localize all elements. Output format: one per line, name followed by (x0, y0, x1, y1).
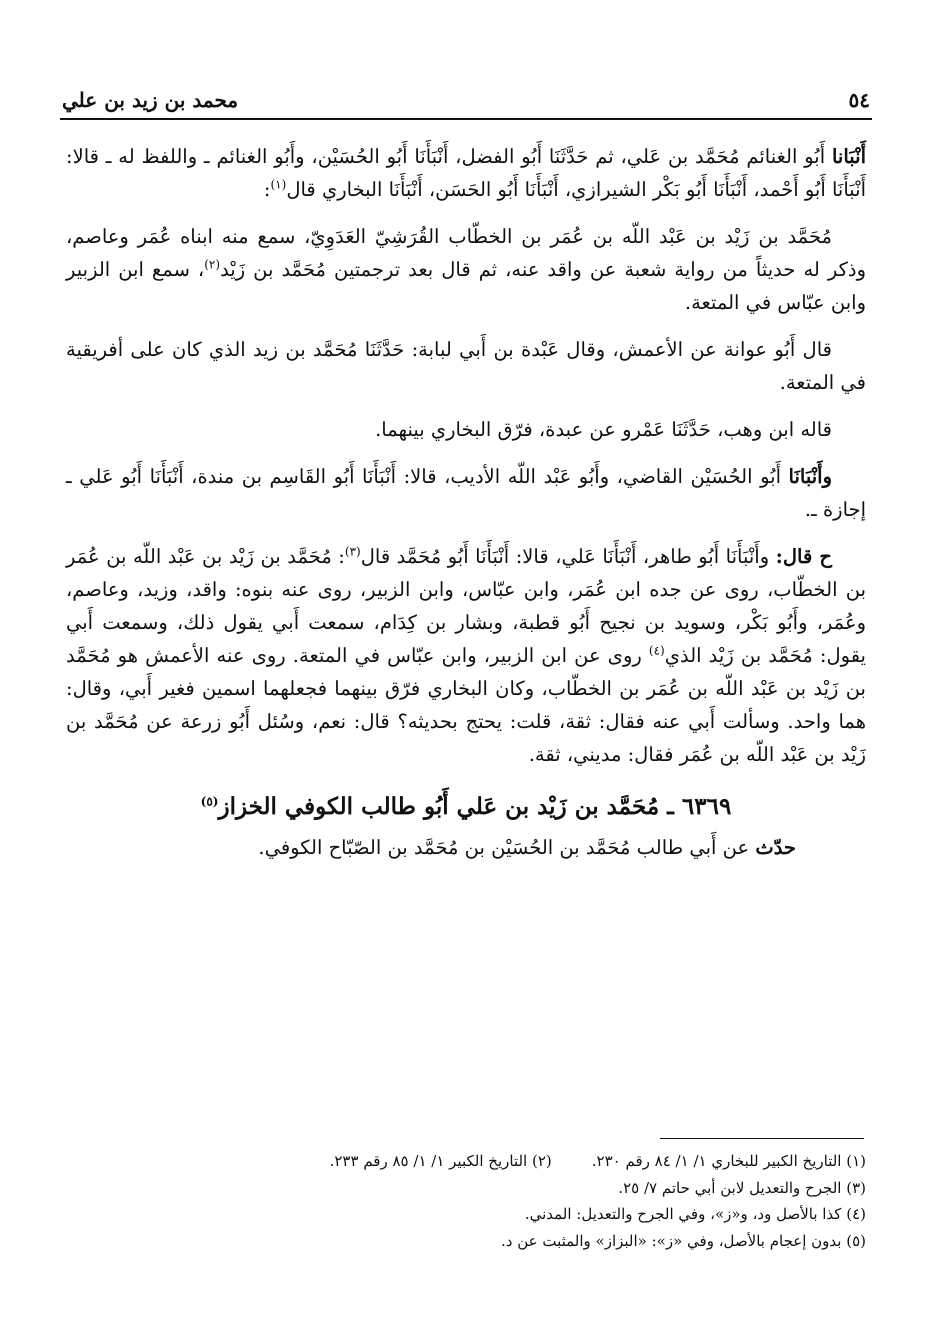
footnote-row (66, 1201, 866, 1228)
entry-title: ٦٣٦٩ ـ مُحَمَّد بن زَيْد بن عَلي أَبُو طالب الكوفي الخزاز (218, 793, 732, 820)
paragraph-tail: : (263, 178, 271, 201)
footnote-ref: (٢) (204, 257, 221, 272)
footnote-rule (660, 1138, 864, 1139)
page-number: ٥٤ (848, 88, 870, 112)
paragraph-6 (66, 540, 866, 771)
entry-text: عن أَبي طالب مُحَمَّد بن الحُسَيْن بن مُحَمَّد بن الصّبّاح الكوفي. (258, 836, 756, 859)
paragraph-lead: أَنْبَانا (831, 145, 866, 168)
footnote-3: (٣) الجرح والتعديل لابن أبي حاتم ٧/ ٢٥. (618, 1178, 866, 1197)
footnote-ref: (٥) (200, 794, 219, 809)
paragraph-5 (66, 460, 866, 526)
footnote-ref: (١) (270, 177, 287, 192)
footnote-row (66, 1175, 866, 1202)
paragraph-1 (66, 140, 866, 206)
paragraph-tail: روى عن ابن الزبير، وابن عبّاس في المتعة. روى عنه الأعمش هو مُحَمَّد بن زَيْد بن عَبْد اللّه بن عُمَر بن الخطّاب، وكان البخاري فرّق بينهما فجعلهما اسمين فغير أَبي، وقال: هما واحد. وسألت أَبي عنه فقال: ثقة، قلت: يحتج بحديثه؟ قال: نعم، وسُئل أَبُو زرعة عن مُحَمَّد بن زَيْد بن عَبْد اللّه بن عُمَر فقال: مديني، ثقة. (66, 644, 866, 766)
paragraph-text: قاله ابن وهب، حَدَّثَنَا عَمْرو عن عبدة، فرّق البخاري بينهما. (375, 418, 832, 441)
entry-body (66, 831, 866, 864)
footnote-ref: (٤) (648, 643, 665, 658)
paragraph-text: وأَنْبَأَنَا أَبُو طاهر، أَنْبَأَنَا عَلي، قالا: أَنْبَأَنَا أَبُو مُحَمَّد قال (360, 545, 776, 568)
paragraph-text: قال أَبُو عوانة عن الأعمش، وقال عَبْدة بن أَبي لبابة: حَدَّثَنَا مُحَمَّد بن زيد الذي كان على أفريقية في المتعة. (66, 338, 866, 394)
entry-lead: حدّث (755, 836, 796, 859)
paragraph-tail: : مُحَمَّد بن زَيْد بن عَبْد اللّه بن عُمَر بن الخطّاب، روى عن جده ابن عُمَر، وابن عبّاس، وابن الزبير، روى عنه بنوه: واقد، وزيد، وعاصم، وعُمَر، وأَبُو بَكْر، وسويد بن نجيح أَبُو قطبة، وبشار بن كِدَام، سمعت أَبي يقول ذلك، وسمعت أَبي يقول: مُحَمَّد بن زَيْد الذي (66, 545, 866, 667)
page-header (62, 78, 870, 112)
paragraph-tail: ، سمع ابن الزبير وابن عبّاس في المتعة. (66, 258, 866, 314)
paragraph-text: مُحَمَّد بن زَيْد بن عَبْد اللّه بن عُمَر بن الخطّاب القُرَشِيّ العَدَوِيّ، سمع منه ابناه عُمَر وعاصم، وذكر له حديثاً من رواية شعبة عن واقد عنه، ثم قال بعد ترجمتين مُحَمَّد بن زَيْد (66, 225, 866, 281)
paragraph-2 (66, 220, 866, 319)
paragraph-4 (66, 413, 866, 446)
main-text (66, 140, 866, 878)
footnote-row (66, 1228, 866, 1255)
paragraph-lead: ح قال: (775, 545, 832, 568)
paragraph-lead: وأَنْبَانَا (788, 465, 832, 488)
running-title: محمد بن زيد بن علي (62, 88, 239, 112)
footnote-ref: (٣) (344, 544, 361, 559)
footnote-row (66, 1148, 866, 1175)
paragraph-3 (66, 333, 866, 399)
entry-heading (66, 789, 866, 825)
footnotes (66, 1148, 866, 1254)
footnote-4: (٤) كذا بالأصل ود، و«ز»، وفي الجرح والتعديل: المدني. (524, 1205, 866, 1223)
paragraph-text: أَبُو الحُسَيْن القاضي، وأَبُو عَبْد اللّه الأديب، قالا: أَنْبَأَنَا أَبُو القَاسِم بن مندة، أَنْبَأَنَا أَبُو عَلي ـ إجازة ـ. (66, 465, 866, 521)
footnote-1: (١) التاريخ الكبير للبخاري ١/ ١/ ٨٤ رقم ٢٣٠. (591, 1152, 866, 1170)
footnote-5: (٥) بدون إعجام بالأصل، وفي «ز»: «البزاز» والمثبت عن د. (500, 1231, 866, 1250)
header-rule (60, 118, 872, 120)
footnote-2: (٢) التاريخ الكبير ١/ ١/ ٨٥ رقم ٢٣٣. (329, 1152, 552, 1170)
paragraph-text: أَبُو الغنائم مُحَمَّد بن عَلي، ثم حَدَّثَنَا أَبُو الفضل، أَنْبَأَنَا أَبُو الحُسَيْن، وأَبُو الغنائم ـ واللفظ له ـ قالا: أَنْبَأَنَا أَبُو أَحْمد، أَنْبَأَنَا أَبُو بَكْر الشيرازي، أَنْبَأَنَا أَبُو الحَسَن، أَنْبَأَنَا البخاري قال (66, 145, 866, 201)
